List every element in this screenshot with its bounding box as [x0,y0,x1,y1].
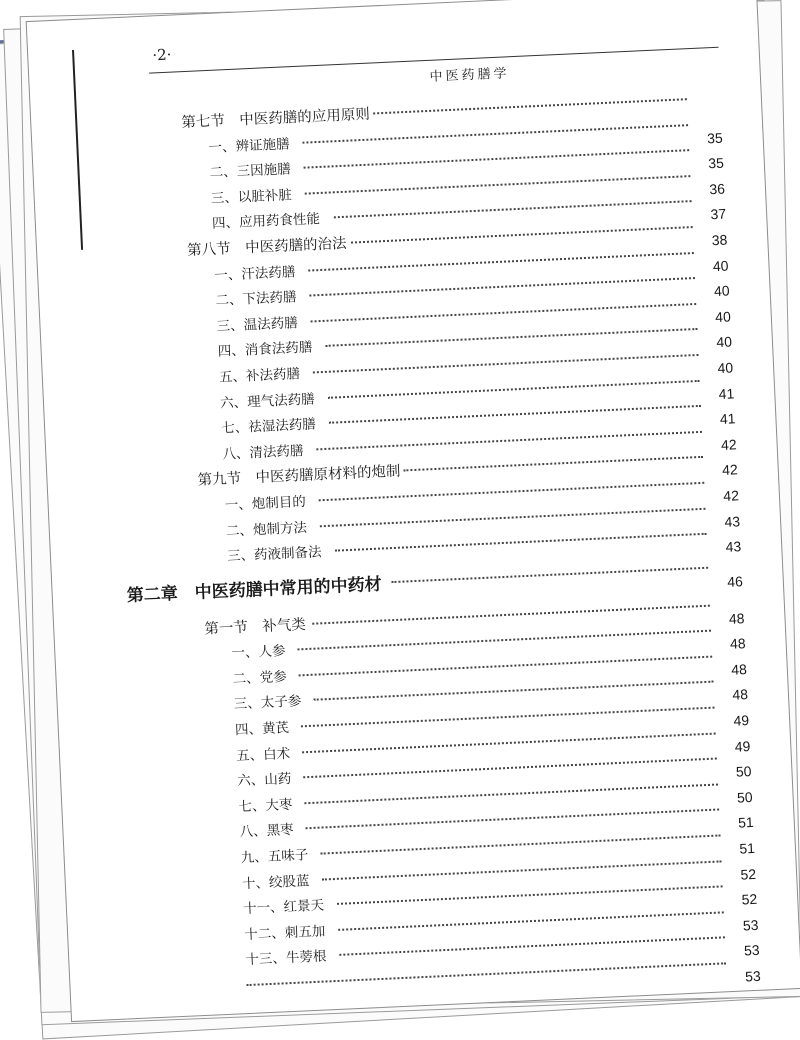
toc-entry-title: 四、消食法药膳 [217,339,313,361]
toc-entry-title: 一、辨证施膳 [208,135,290,156]
toc-page-number: 40 [713,282,730,300]
toc-entry-title: 十一、红景天 [242,897,325,918]
toc-page-number: 41 [719,410,736,428]
toc-page-number: 51 [738,839,756,857]
toc-page-number: 48 [730,660,748,678]
dot-leader [373,98,687,114]
toc-page-number: 48 [728,609,745,627]
toc-page-number: 50 [736,788,753,806]
toc-entry-title: 第一节 补气类 [204,616,307,638]
toc-page-number: 35 [706,129,723,146]
toc-entry-title: 一、人参 [231,643,286,662]
toc-entry-title: 五、补法药膳 [218,365,301,386]
toc-page-number: 52 [741,891,758,908]
toc-entry-title: 二、炮制方法 [225,519,308,540]
toc-page-number: 51 [737,814,755,832]
toc-entry-title: 二、三因施膳 [209,161,292,182]
toc-entry-title: 三、太子参 [233,693,302,713]
toc-page-number: 53 [742,916,759,934]
toc-entry-title: 第八节 中医药膳的治法 [186,235,347,259]
toc-entry-title: 第七节 中医药膳的应用原则 [181,106,371,132]
dot-leader [403,456,703,472]
toc-entry-title: 六、理气法药膳 [219,390,315,412]
toc-entry-title: 十三、牛蒡根 [245,948,327,969]
toc-page-number: 35 [707,154,725,172]
running-head-title: 中医药膳学 [429,66,510,85]
toc-page-number: 41 [718,384,735,402]
toc-entry-title: 十二、刺五加 [243,923,326,943]
toc-entry-title: 四、黄芪 [234,719,290,739]
toc-page-number: 36 [709,180,726,198]
toc-entry-title: 九、五味子 [240,847,309,867]
toc-page-number: 50 [735,763,752,780]
toc-page-number: 43 [725,538,742,555]
toc-entry-title: 二、党参 [232,668,288,688]
toc-entry-title: 三、温法药膳 [216,314,298,335]
toc-page-number: 43 [724,512,741,530]
toc-entry-title: 四、应用药食性能 [211,211,321,233]
toc-page-number: 42 [722,487,740,504]
toc-page-number: 37 [710,205,727,223]
toc-entry-title: 三、药液制备法 [226,544,322,565]
toc-entry-title: 五、白术 [235,745,291,764]
toc-page-number: 49 [734,737,751,755]
toc-page-number: 40 [714,308,732,325]
toc-page-number: 46 [726,572,744,590]
toc-page-number: 49 [733,712,750,729]
toc-entry-title: 第二章 中医药膳中常用的中药材 [126,574,383,606]
dot-leader [351,226,693,244]
toc-page [26,0,800,1022]
toc-page-number: 40 [712,257,729,274]
toc-page-number: 42 [720,436,737,453]
toc-entry-title: 第九节 中医药膳原材料的炮制 [197,463,401,490]
toc-entry-title: 八、黑枣 [239,822,294,841]
toc-entry-title: 六、山药 [237,771,292,790]
toc-entry-title: 一、炮制目的 [224,493,307,514]
toc-page-number: 48 [732,686,749,704]
toc-entry-title: 三、以脏补脏 [210,187,293,207]
toc-page-number: 38 [711,231,728,249]
toc-entry-title: 七、祛湿法药膳 [220,416,317,437]
toc-page-number: 52 [740,865,757,883]
toc-entry-title: 十、绞股蓝 [241,872,310,892]
toc-page-number: 48 [729,635,746,653]
toc-entry-title: 一、汗法药膳 [214,263,296,284]
toc-page-number: 42 [721,461,739,479]
toc-entry-title: 八、清法药膳 [222,442,304,463]
dot-leader [391,566,708,582]
toc-entry-title: 七、大枣 [238,796,293,816]
toc-page-number: 53 [744,967,762,985]
table-of-contents [31,85,800,1008]
page-number: ·2· [151,45,172,65]
toc-entry-title: 二、下法药膳 [215,289,297,309]
toc-page-number: 53 [743,942,760,959]
toc-page-number: 40 [715,333,733,351]
toc-page-number: 40 [717,359,734,377]
